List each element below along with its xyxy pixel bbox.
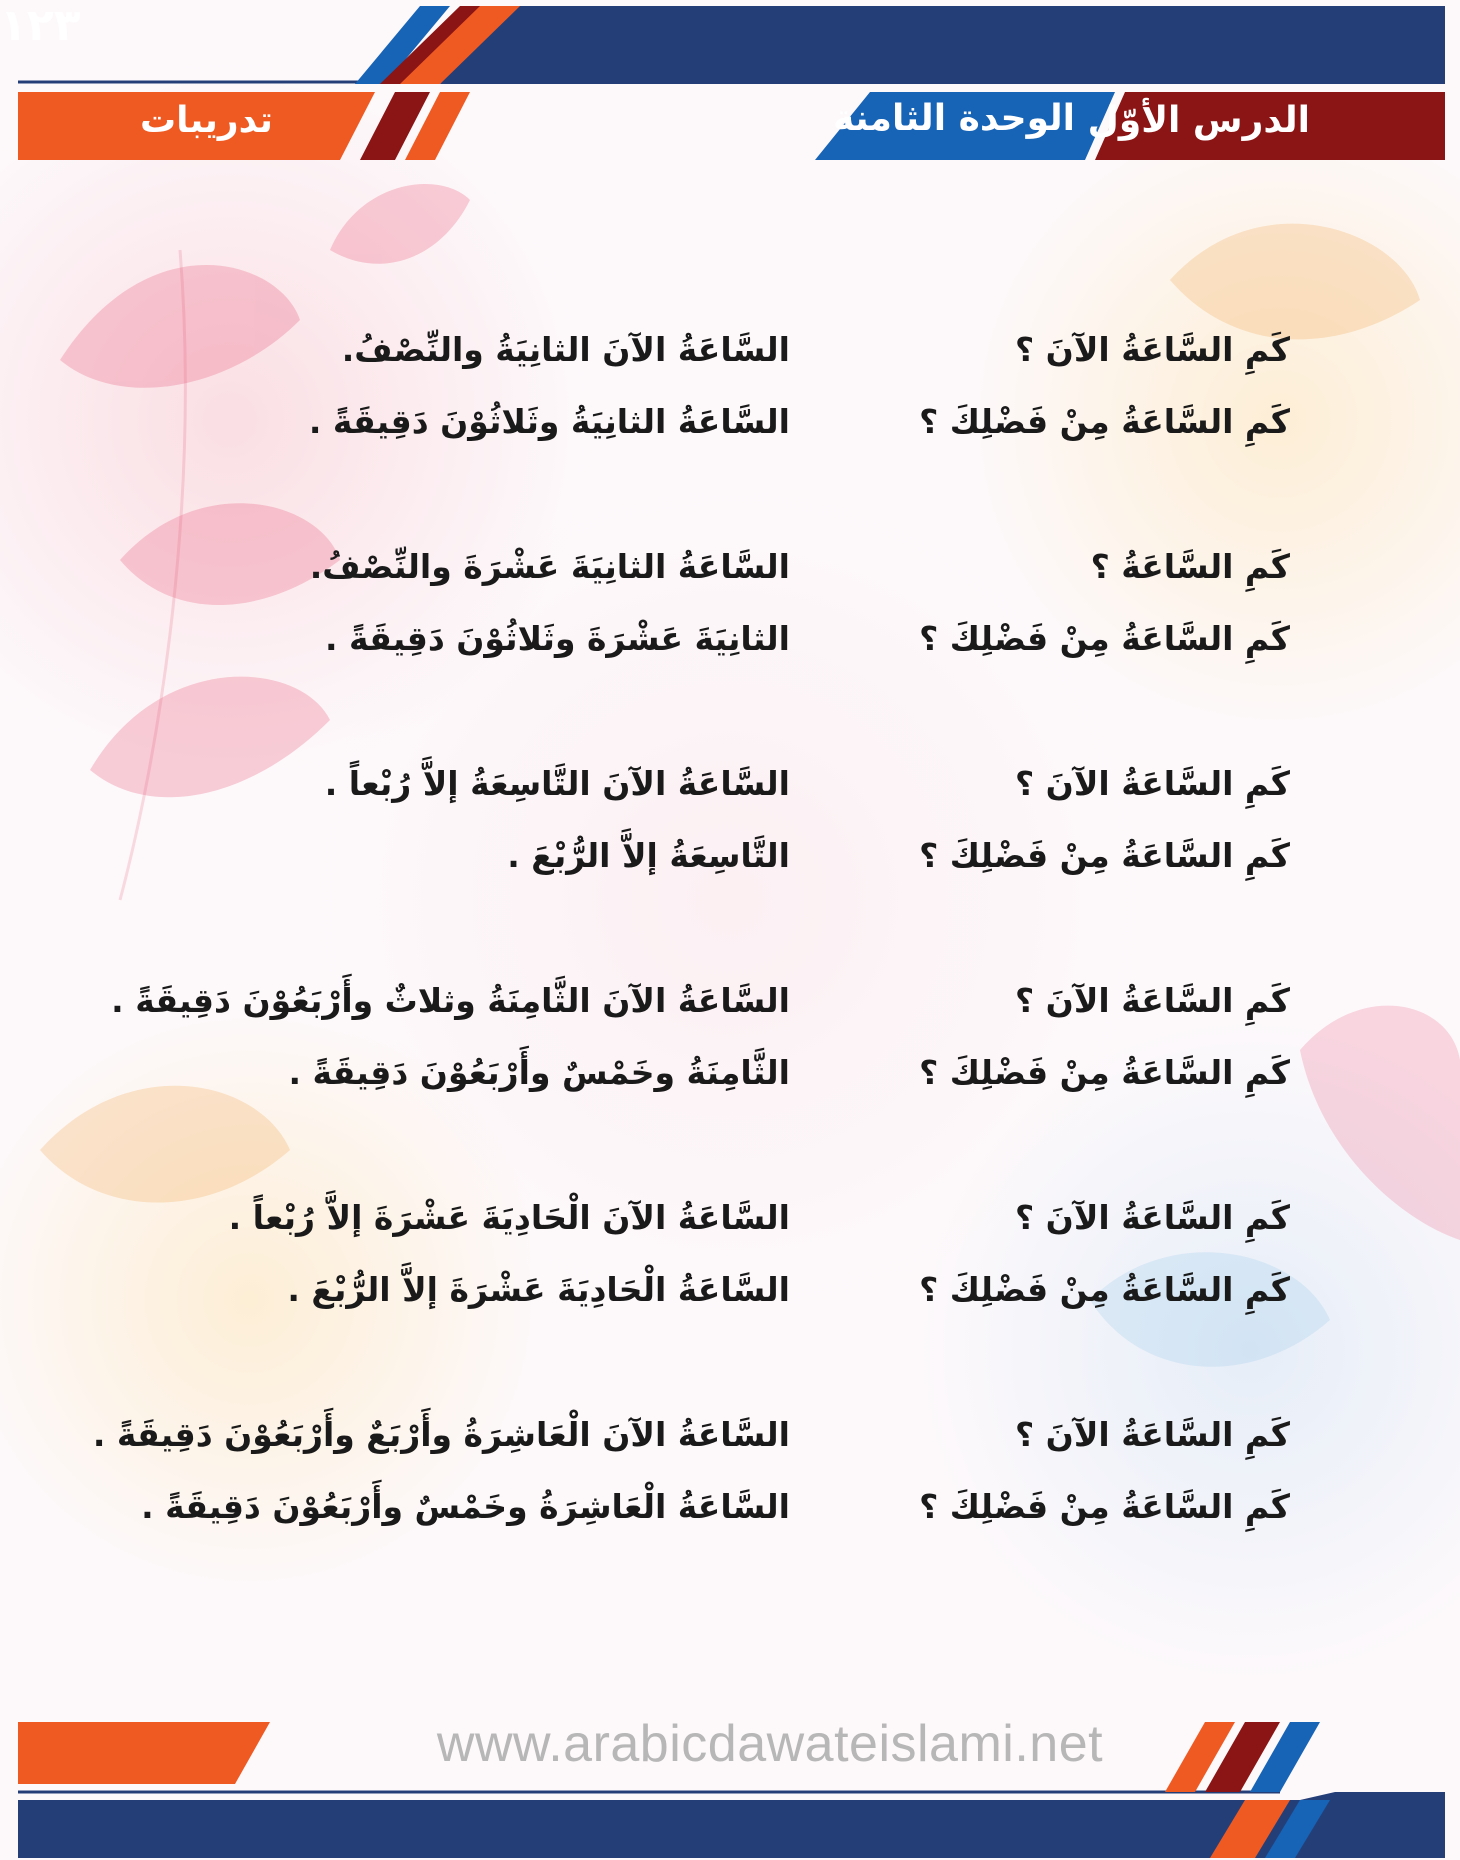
question-line: كَمِ السَّاعَةُ الآنَ ؟ <box>1015 330 1290 369</box>
question-line: كَمِ السَّاعَةُ مِنْ فَضْلِكَ ؟ <box>919 1270 1290 1309</box>
section-label: تدريبات <box>140 100 273 141</box>
answer-line: التَّاسِعَةُ إلاَّ الرُّبْعَ . <box>507 836 790 875</box>
answer-line: السَّاعَةُ الآنَ الثَّامِنَةُ وثلاثٌ وأَرْبَعُوْنَ دَقِيقَةً . <box>111 981 790 1020</box>
exercise-2 <box>0 547 1460 697</box>
exercise-3 <box>0 764 1460 914</box>
page-number: ١٢٣ <box>0 0 81 51</box>
answer-line: السَّاعَةُ الآنَ الْعَاشِرَةُ وأَرْبَعٌ وأَرْبَعُوْنَ دَقِيقَةً . <box>92 1415 790 1454</box>
answer-line: الثانِيَةَ عَشْرَةَ وثَلاثُوْنَ دَقِيقَةً . <box>324 619 790 658</box>
answer-line: السَّاعَةُ الْحَادِيَةَ عَشْرَةَ إلاَّ الرُّبْعَ . <box>287 1270 790 1309</box>
question-line: كَمِ السَّاعَةُ الآنَ ؟ <box>1015 1198 1290 1237</box>
watermark-url: www.arabicdawateislami.net <box>436 1715 1104 1773</box>
answer-line: السَّاعَةُ الآنَ التَّاسِعَةُ إلاَّ رُبْعاً . <box>324 764 790 803</box>
question-line: كَمِ السَّاعَةُ مِنْ فَضْلِكَ ؟ <box>919 836 1290 875</box>
header-banner <box>0 0 1460 170</box>
answer-line: السَّاعَةُ الثانِيَةَ عَشْرَةَ والنِّصْفُ. <box>309 547 790 586</box>
question-line: كَمِ السَّاعَةُ ؟ <box>1090 547 1290 586</box>
question-line: كَمِ السَّاعَةُ مِنْ فَضْلِكَ ؟ <box>919 1487 1290 1526</box>
exercise-4 <box>0 981 1460 1131</box>
answer-line: السَّاعَةُ الآنَ الثانِيَةُ والنِّصْفُ. <box>341 330 790 369</box>
lesson-label: الدرس الأوّل <box>1087 100 1310 141</box>
question-line: كَمِ السَّاعَةُ الآنَ ؟ <box>1015 1415 1290 1454</box>
exercise-5 <box>0 1198 1460 1348</box>
question-line: كَمِ السَّاعَةُ مِنْ فَضْلِكَ ؟ <box>919 1053 1290 1092</box>
question-line: كَمِ السَّاعَةُ الآنَ ؟ <box>1015 764 1290 803</box>
exercise-1 <box>0 330 1460 480</box>
question-line: كَمِ السَّاعَةُ مِنْ فَضْلِكَ ؟ <box>919 402 1290 441</box>
answer-line: السَّاعَةُ الثانِيَةُ وثَلاثُوْنَ دَقِيقَةً . <box>308 402 790 441</box>
question-line: كَمِ السَّاعَةُ مِنْ فَضْلِكَ ؟ <box>919 619 1290 658</box>
answer-line: السَّاعَةُ الآنَ الْحَادِيَةَ عَشْرَةَ إلاَّ رُبْعاً . <box>228 1198 790 1237</box>
answer-line: الثَّامِنَةُ وخَمْسٌ وأَرْبَعُوْنَ دَقِيقَةً . <box>288 1053 790 1092</box>
exercise-6 <box>0 1415 1460 1565</box>
answer-line: السَّاعَةُ الْعَاشِرَةُ وخَمْسٌ وأَرْبَعُوْنَ دَقِيقَةً . <box>141 1487 790 1526</box>
question-line: كَمِ السَّاعَةُ الآنَ ؟ <box>1015 981 1290 1020</box>
unit-label: الوحدة الثامنة <box>833 98 1075 139</box>
